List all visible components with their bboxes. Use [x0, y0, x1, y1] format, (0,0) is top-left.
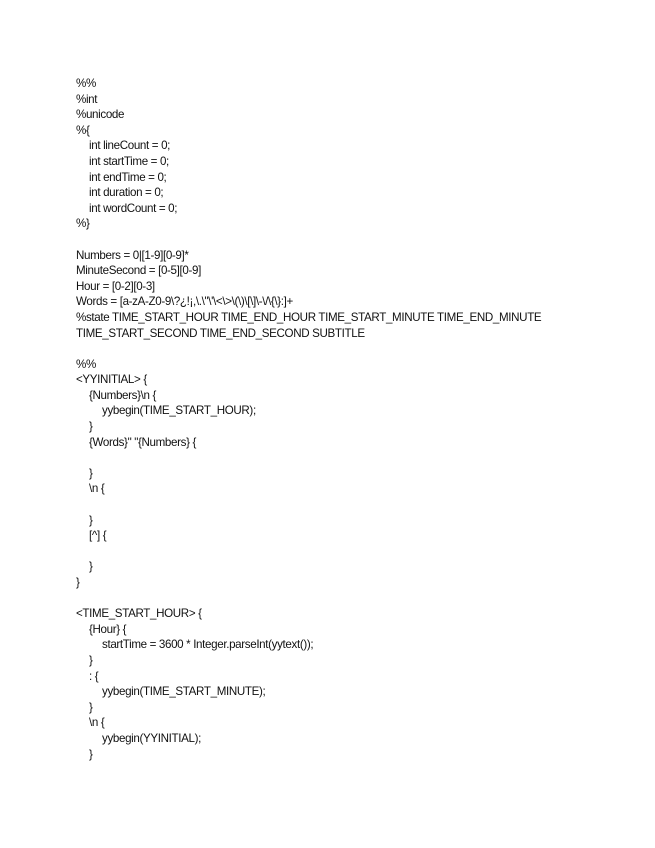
- code-line: {Hour} {: [89, 622, 127, 636]
- code-line: TIME_START_SECOND TIME_END_SECOND SUBTITLE: [76, 326, 365, 340]
- code-line: }: [89, 513, 93, 527]
- code-line: {Numbers}\n {: [89, 388, 156, 402]
- code-line: int startTime = 0;: [89, 154, 169, 168]
- code-line: <YYINITIAL> {: [76, 373, 147, 387]
- code-line: }: [89, 560, 93, 574]
- blank-line: [76, 591, 616, 607]
- blank-line: [76, 232, 616, 248]
- code-line: %{: [76, 123, 90, 137]
- code-line: int duration = 0;: [89, 186, 164, 200]
- code-line: }: [89, 466, 93, 480]
- blank-line: [76, 544, 616, 560]
- code-line: }: [89, 420, 93, 434]
- code-line: yybegin(YYINITIAL);: [102, 731, 202, 745]
- blank-line: [76, 450, 616, 466]
- code-line: %int: [76, 92, 98, 106]
- code-line: MinuteSecond = [0-5][0-9]: [76, 264, 201, 278]
- code-line: int wordCount = 0;: [89, 201, 178, 215]
- code-line: %state TIME_START_HOUR TIME_END_HOUR TIME_START_MINUTE TIME_END_MINUTE: [76, 310, 542, 324]
- code-line: {Words}" "{Numbers} {: [89, 435, 197, 449]
- code-line: int endTime = 0;: [89, 170, 167, 184]
- code-line: Words = [a-zA-Z0-9\?¿!¡,\.\"\'\<\>\(\)\[\]\-\/\{\}:]+: [76, 295, 293, 309]
- code-line: yybegin(TIME_START_HOUR);: [102, 404, 256, 418]
- blank-line: [76, 341, 616, 357]
- code-line: Hour = [0-2][0-3]: [76, 279, 155, 293]
- code-line: startTime = 3600 * Integer.parseInt(yytext());: [102, 638, 314, 652]
- code-line: int lineCount = 0;: [89, 139, 171, 153]
- code-line: yybegin(TIME_START_MINUTE);: [102, 685, 266, 699]
- code-line: }: [89, 653, 93, 667]
- code-line: %}: [76, 217, 90, 231]
- code-line: %%: [76, 357, 96, 371]
- code-line: }: [89, 747, 93, 761]
- code-line: [^] {: [89, 529, 107, 543]
- code-line: }: [89, 700, 93, 714]
- code-line: \n {: [89, 716, 105, 730]
- code-line: %%: [76, 77, 96, 90]
- code-line: }: [76, 576, 80, 589]
- code-line: Numbers = 0|[1-9][0-9]*: [76, 248, 189, 262]
- blank-line: [76, 497, 616, 513]
- code-line: %unicode: [76, 108, 125, 122]
- code-listing: [76, 76, 616, 762]
- code-line: \n {: [89, 482, 105, 496]
- code-line: <TIME_START_HOUR> {: [76, 607, 202, 621]
- code-line: : {: [89, 669, 99, 683]
